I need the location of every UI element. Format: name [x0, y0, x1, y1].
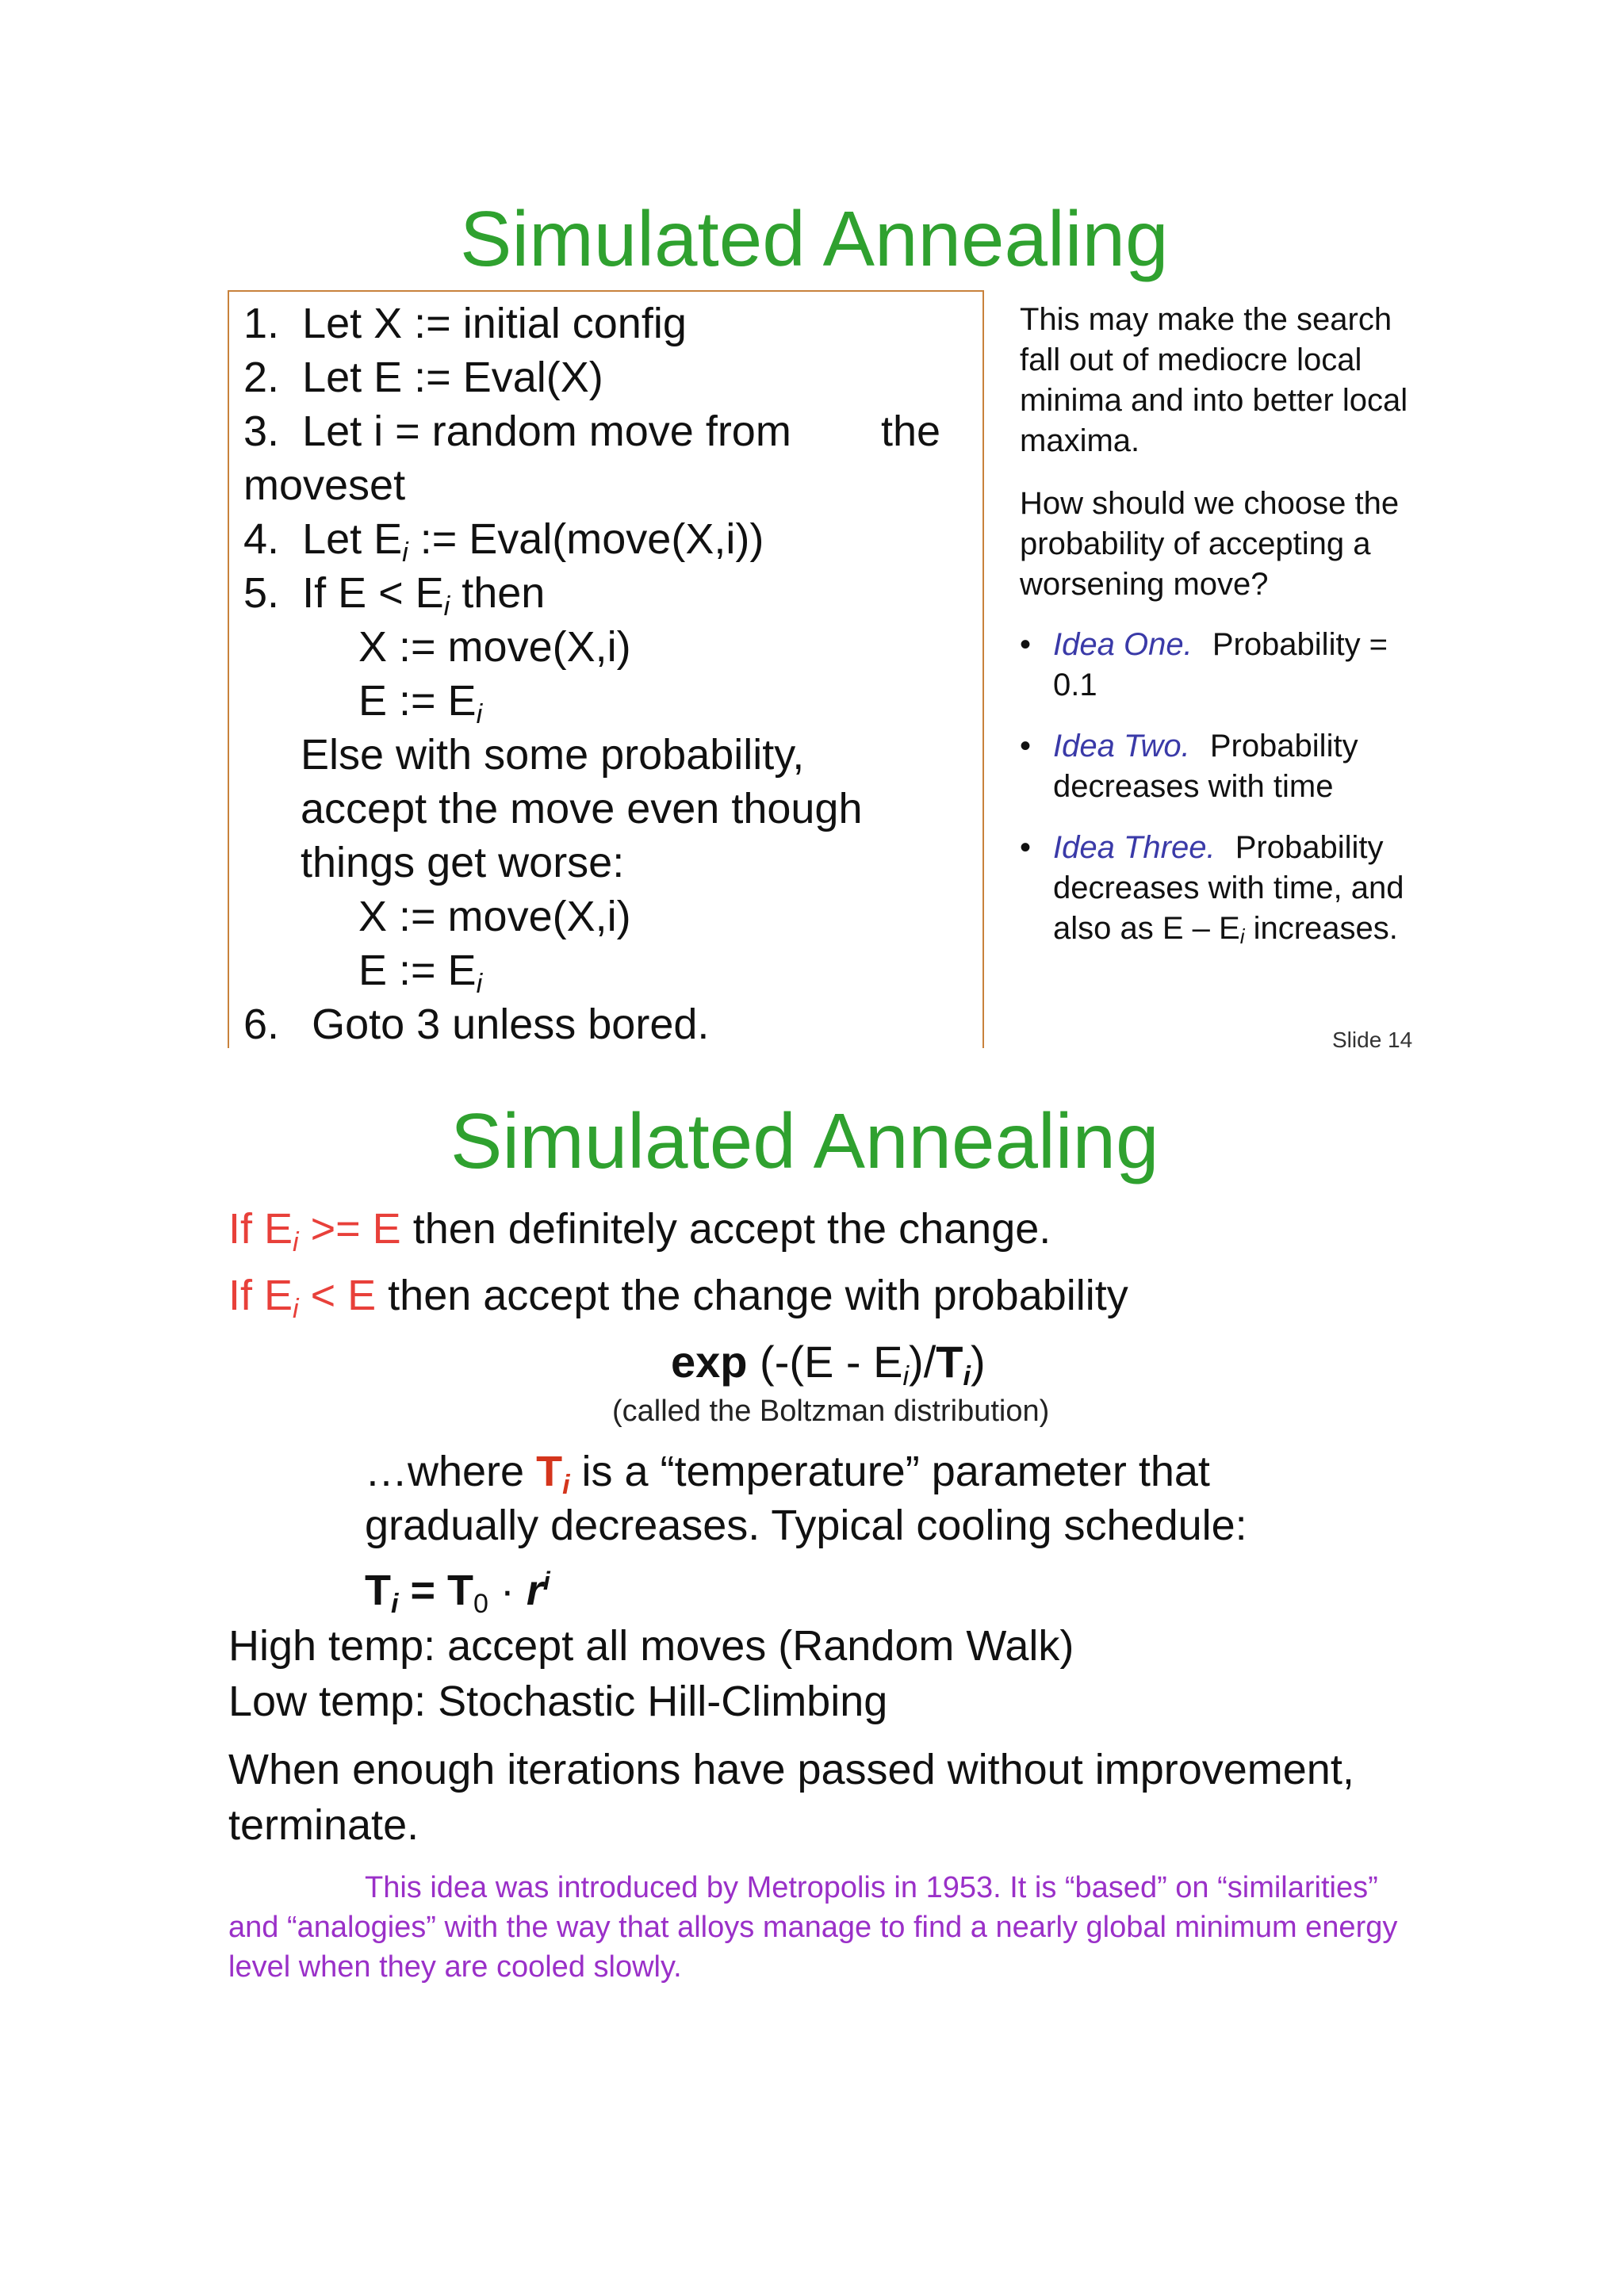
- bullet-icon: •: [1020, 830, 1032, 865]
- algo-else-1: Else with some probability,: [301, 731, 805, 779]
- boltzmann-formula: $\exp (-(E - E_i)/T_i)$: [671, 1337, 986, 1391]
- bullet-icon: •: [1020, 729, 1032, 763]
- idea-one-cont: 0.1: [1053, 668, 1097, 702]
- high-temp: High temp: accept all moves (Random Walk): [228, 1622, 1074, 1670]
- idea-three-cont2: also as E – $E_i$ increases.: [1053, 911, 1398, 948]
- terminate-line2: terminate.: [228, 1801, 419, 1849]
- algo-step-1: 1. Let X := initial config: [243, 300, 687, 347]
- side-p2-line1: How should we choose the: [1020, 486, 1400, 521]
- algo-step-5b: E := $E_i$: [358, 677, 483, 729]
- idea-two-cont: decreases with time: [1053, 769, 1334, 804]
- idea-three: Idea Three. Probability: [1053, 830, 1384, 865]
- slide-number: Slide 14: [1332, 1027, 1413, 1052]
- gradually-line: gradually decreases. Typical cooling schedule:: [365, 1502, 1247, 1549]
- boltzman-caption: (called the Boltzman distribution): [612, 1395, 1050, 1428]
- rule-probability: If $E_i < E$ then accept the change with probability: [228, 1272, 1128, 1324]
- algo-step-5a: X := move(X,i): [358, 623, 631, 671]
- side-p1-line2: fall out of mediocre local: [1020, 342, 1362, 377]
- algo-step-3-cont: moveset: [243, 461, 406, 509]
- algo-else-move: X := move(X,i): [358, 893, 631, 940]
- note-line2: and “analogies” with the way that alloys manage to find a nearly global minimum energy: [228, 1911, 1398, 1944]
- bullet-icon: •: [1020, 627, 1032, 662]
- rule-accept: If $E_i >= E$ then definitely accept the change.: [228, 1205, 1051, 1257]
- idea-one: Idea One. Probability =: [1053, 627, 1388, 662]
- side-p1-line1: This may make the search: [1020, 302, 1392, 337]
- algo-step-2: 2. Let E := Eval(X): [243, 354, 603, 401]
- algo-step-4: 4. Let $E_i$ := Eval(move(X,i)): [243, 515, 764, 568]
- slide2-title: Simulated Annealing: [450, 1097, 1159, 1184]
- note-line1: This idea was introduced by Metropolis in 1953. It is “based” on “similarities”: [365, 1871, 1378, 1904]
- algo-step-6: 6. Goto 3 unless bored.: [243, 1001, 710, 1048]
- where-line: …where $T_i$ is a “temperature” parameter that: [365, 1448, 1210, 1500]
- idea-two: Idea Two. Probability: [1053, 729, 1358, 763]
- algorithm-box: [228, 290, 984, 1048]
- algo-else-3: things get worse:: [301, 839, 625, 886]
- algo-else-2: accept the move even though: [301, 785, 863, 832]
- slide1-title: Simulated Annealing: [460, 195, 1169, 282]
- algo-step-3-tail: the: [881, 408, 941, 455]
- cooling-schedule: $T_i = T_0 \cdot r^i$: [365, 1567, 550, 1619]
- algo-else-assign: E := $E_i$: [358, 947, 483, 999]
- side-p2-line3: worsening move?: [1020, 567, 1269, 602]
- idea-three-cont1: decreases with time, and: [1053, 871, 1404, 905]
- note-line3: level when they are cooled slowly.: [228, 1950, 682, 1984]
- terminate-line1: When enough iterations have passed without improvement,: [228, 1746, 1354, 1793]
- algo-step-5: 5. If $E < E_i$ then: [243, 569, 546, 622]
- side-p2-line2: probability of accepting a: [1020, 526, 1371, 561]
- side-p1-line3: minima and into better local: [1020, 383, 1408, 418]
- algo-step-3: 3. Let i = random move from: [243, 408, 791, 455]
- side-p1-line4: maxima.: [1020, 423, 1140, 458]
- low-temp: Low temp: Stochastic Hill-Climbing: [228, 1678, 888, 1725]
